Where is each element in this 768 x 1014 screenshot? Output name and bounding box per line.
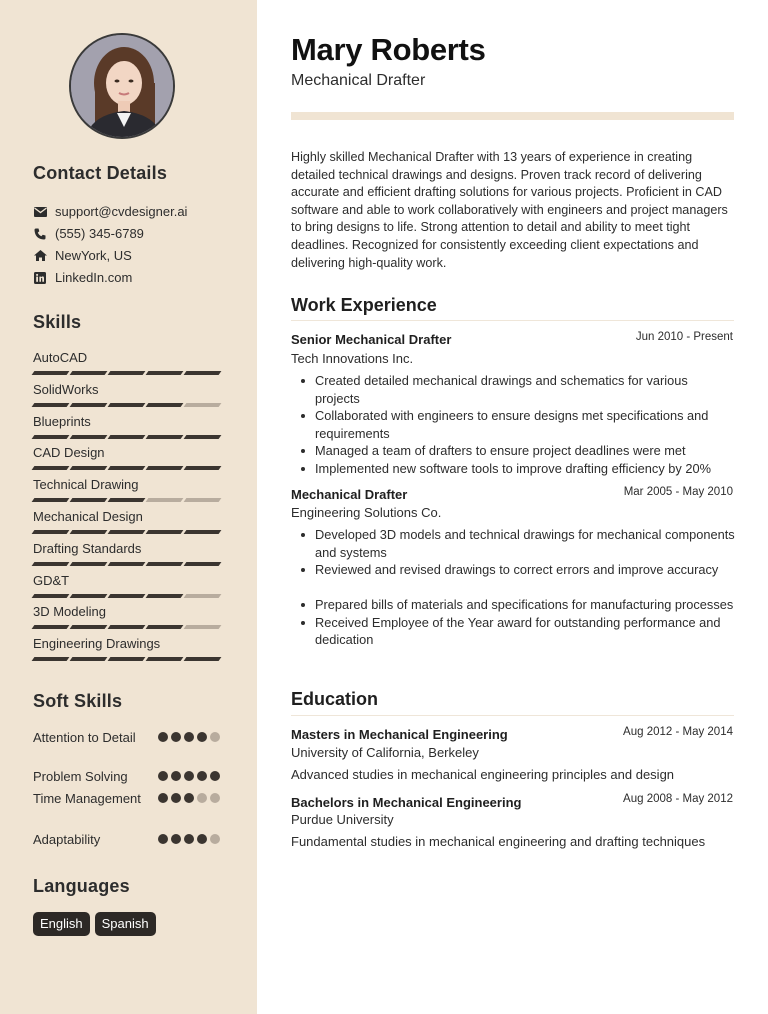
skill-level-segment (146, 594, 184, 598)
rating-dot (158, 793, 168, 803)
soft-skill-label: Problem Solving (33, 769, 128, 784)
soft-skill-label: Attention to Detail (33, 730, 136, 745)
skill-level-segment (146, 530, 184, 534)
rating-dot (210, 834, 220, 844)
skill-level-segment (146, 625, 184, 629)
skill-level-segment (70, 466, 108, 470)
skill-level-segment (146, 371, 184, 375)
skill-level-segment (32, 657, 70, 661)
profile-summary: Highly skilled Mechanical Drafter with 13 years of experience in creating detailed technical drawings and designs. Proven track record of delivering accurate and efficient drafting solutions for various projects. Proficient in CAD software and able to work collaboratively with engineers and project managers to bring designs to life. Strong attention to detail and ability to meet tight deadlines. Recognized for consistently exceeding client expectations and delivering high-quality work. (291, 150, 728, 270)
soft-skill-rating (158, 834, 223, 844)
language-badge: Spanish (95, 912, 156, 936)
soft-skills-heading: Soft Skills (33, 691, 123, 711)
skill-level-segment (146, 466, 184, 470)
skill-label: Technical Drawing (33, 477, 139, 493)
skill-level-meter (33, 530, 223, 534)
skill-level-segment (108, 530, 146, 534)
contact-location (33, 248, 132, 263)
rating-dot (184, 732, 194, 742)
skill-item (33, 572, 223, 589)
skill-label: 3D Modeling (33, 604, 106, 620)
rating-dot (158, 771, 168, 781)
skill-level-segment (146, 657, 184, 661)
skill-item (33, 413, 223, 430)
sidebar (0, 0, 257, 1014)
skill-label: Drafting Standards (33, 540, 142, 556)
rating-dot (171, 793, 181, 803)
skill-level-segment (70, 625, 108, 629)
skill-item (33, 603, 223, 620)
soft-skill-item (33, 729, 233, 746)
profile-photo (69, 33, 175, 139)
rating-dot (197, 793, 207, 803)
degree-description: Advanced studies in mechanical engineering principles and design (291, 767, 675, 782)
soft-skill-rating (158, 732, 223, 742)
skill-level-meter (33, 498, 223, 502)
rating-dot (184, 834, 194, 844)
contact-location-text: NewYork, US (55, 248, 132, 263)
skill-level-segment (108, 466, 146, 470)
list-item: Implemented new software tools to improve drafting efficiency by 20% (291, 460, 736, 478)
candidate-role: Mechanical Drafter (291, 72, 426, 89)
skill-level-meter (33, 625, 223, 629)
skill-item (33, 540, 223, 557)
list-item: Received Employee of the Year award for outstanding performance and dedication (291, 614, 736, 649)
skill-level-segment (70, 562, 108, 566)
skill-level-segment (70, 530, 108, 534)
skill-level-segment (32, 530, 70, 534)
list-item: Reviewed and revised drawings to correct errors and improve accuracy (291, 561, 736, 579)
skill-level-segment (70, 371, 108, 375)
list-item: Created detailed mechanical drawings and schematics for various projects (291, 372, 736, 407)
job-bullets (291, 596, 736, 649)
skill-level-segment (32, 498, 70, 502)
languages-list (33, 912, 161, 936)
contact-email[interactable] (33, 204, 187, 219)
school-name: University of California, Berkeley (291, 745, 479, 760)
skill-level-segment (108, 403, 146, 407)
skill-level-segment (184, 498, 222, 502)
skill-label: Mechanical Design (33, 509, 143, 524)
soft-skill-rating (158, 793, 223, 803)
skill-level-segment (108, 498, 146, 502)
degree-description: Fundamental studies in mechanical engineering and drafting techniques (291, 834, 706, 849)
skill-item (33, 381, 223, 398)
list-item: Managed a team of drafters to ensure project deadlines were met (291, 442, 736, 460)
skill-level-segment (146, 562, 184, 566)
skill-level-segment (70, 435, 108, 439)
skill-item (33, 349, 223, 366)
skill-level-segment (184, 371, 222, 375)
skill-level-segment (146, 435, 184, 439)
language-badge: English (33, 912, 90, 936)
skill-level-meter (33, 562, 223, 566)
soft-skill-item (33, 768, 233, 785)
skill-level-meter (33, 657, 223, 661)
job-date: Mar 2005 - May 2010 (623, 486, 733, 498)
section-divider (291, 320, 734, 321)
rating-dot (158, 834, 168, 844)
skill-level-segment (184, 435, 222, 439)
skill-level-segment (70, 403, 108, 407)
job-date: Jun 2010 - Present (635, 331, 733, 343)
job-title: Mechanical Drafter (291, 487, 408, 502)
linkedin-icon (33, 271, 47, 285)
skill-label: Engineering Drawings (33, 636, 161, 652)
degree-title: Bachelors in Mechanical Engineering (291, 795, 522, 810)
skill-level-segment (184, 594, 222, 598)
contact-linkedin-text: LinkedIn.com (55, 270, 133, 285)
soft-skill-label: Adaptability (33, 832, 101, 847)
skill-level-segment (184, 562, 222, 566)
contact-linkedin[interactable] (33, 270, 132, 285)
list-item: Prepared bills of materials and specifications for manufacturing processes (291, 596, 736, 614)
skill-item (33, 508, 223, 525)
skill-label: GD&T (33, 572, 70, 588)
job-company: Engineering Solutions Co. (291, 505, 442, 520)
list-item: Collaborated with engineers to ensure designs met specifications and requirements (291, 407, 736, 442)
skill-item (33, 444, 223, 461)
soft-skill-item (33, 831, 233, 848)
skill-level-meter (33, 435, 223, 439)
rating-dot (158, 732, 168, 742)
skill-label: SolidWorks (33, 381, 99, 397)
rating-dot (210, 793, 220, 803)
skill-level-segment (70, 498, 108, 502)
header-divider (291, 112, 734, 120)
skill-level-segment (108, 435, 146, 439)
skill-level-meter (33, 371, 223, 375)
contact-phone[interactable] (33, 226, 144, 241)
degree-date: Aug 2012 - May 2014 (623, 726, 733, 738)
rating-dot (171, 834, 181, 844)
skill-label: Blueprints (33, 413, 91, 429)
languages-heading: Languages (33, 876, 130, 896)
job-title: Senior Mechanical Drafter (291, 332, 452, 347)
rating-dot (197, 771, 207, 781)
section-divider (291, 715, 734, 716)
skill-level-segment (32, 371, 70, 375)
degree-date: Aug 2008 - May 2012 (623, 793, 733, 805)
skill-level-meter (33, 403, 223, 407)
contact-heading: Contact Details (33, 163, 168, 183)
education-heading: Education (291, 689, 379, 709)
job-bullets (291, 526, 736, 579)
skill-item (33, 635, 223, 652)
skill-level-segment (184, 625, 222, 629)
contact-email-text: support@cvdesigner.ai (55, 204, 188, 219)
skill-level-meter (33, 466, 223, 470)
work-experience-heading: Work Experience (291, 295, 437, 315)
rating-dot (171, 732, 181, 742)
rating-dot (197, 834, 207, 844)
skill-level-segment (32, 403, 70, 407)
skill-item (33, 476, 223, 493)
skill-level-segment (32, 625, 70, 629)
main-content (257, 0, 768, 1014)
skill-level-segment (108, 594, 146, 598)
skill-label: CAD Design (33, 445, 105, 461)
skill-level-segment (70, 657, 108, 661)
rating-dot (184, 771, 194, 781)
skill-level-segment (32, 435, 70, 439)
soft-skill-item (33, 790, 233, 807)
skill-level-segment (32, 466, 70, 470)
skill-label: AutoCAD (33, 350, 88, 365)
rating-dot (210, 771, 220, 781)
soft-skill-rating (158, 771, 223, 781)
rating-dot (184, 793, 194, 803)
skill-level-meter (33, 594, 223, 598)
degree-title: Masters in Mechanical Engineering (291, 727, 508, 742)
skill-level-segment (70, 594, 108, 598)
skills-heading: Skills (33, 312, 82, 332)
school-name: Purdue University (291, 812, 394, 827)
skill-level-segment (32, 594, 70, 598)
list-item: Developed 3D models and technical drawings for mechanical components and systems (291, 526, 736, 561)
home-icon (33, 249, 47, 263)
skill-level-segment (146, 403, 184, 407)
skill-level-segment (108, 371, 146, 375)
rating-dot (197, 732, 207, 742)
skill-level-segment (108, 625, 146, 629)
rating-dot (171, 771, 181, 781)
skill-level-segment (184, 530, 222, 534)
rating-dot (210, 732, 220, 742)
skill-level-segment (32, 562, 70, 566)
skill-level-segment (184, 657, 222, 661)
soft-skill-label: Time Management (33, 791, 141, 806)
envelope-icon (33, 205, 47, 219)
skill-level-segment (184, 403, 222, 407)
phone-icon (33, 227, 47, 241)
job-company: Tech Innovations Inc. (291, 351, 414, 366)
skill-level-segment (108, 562, 146, 566)
job-bullets (291, 372, 736, 478)
candidate-name: Mary Roberts (291, 32, 486, 67)
portrait-image (71, 35, 175, 139)
skill-level-segment (184, 466, 222, 470)
contact-phone-text: (555) 345-6789 (55, 226, 144, 241)
skill-level-segment (108, 657, 146, 661)
skill-level-segment (146, 498, 184, 502)
